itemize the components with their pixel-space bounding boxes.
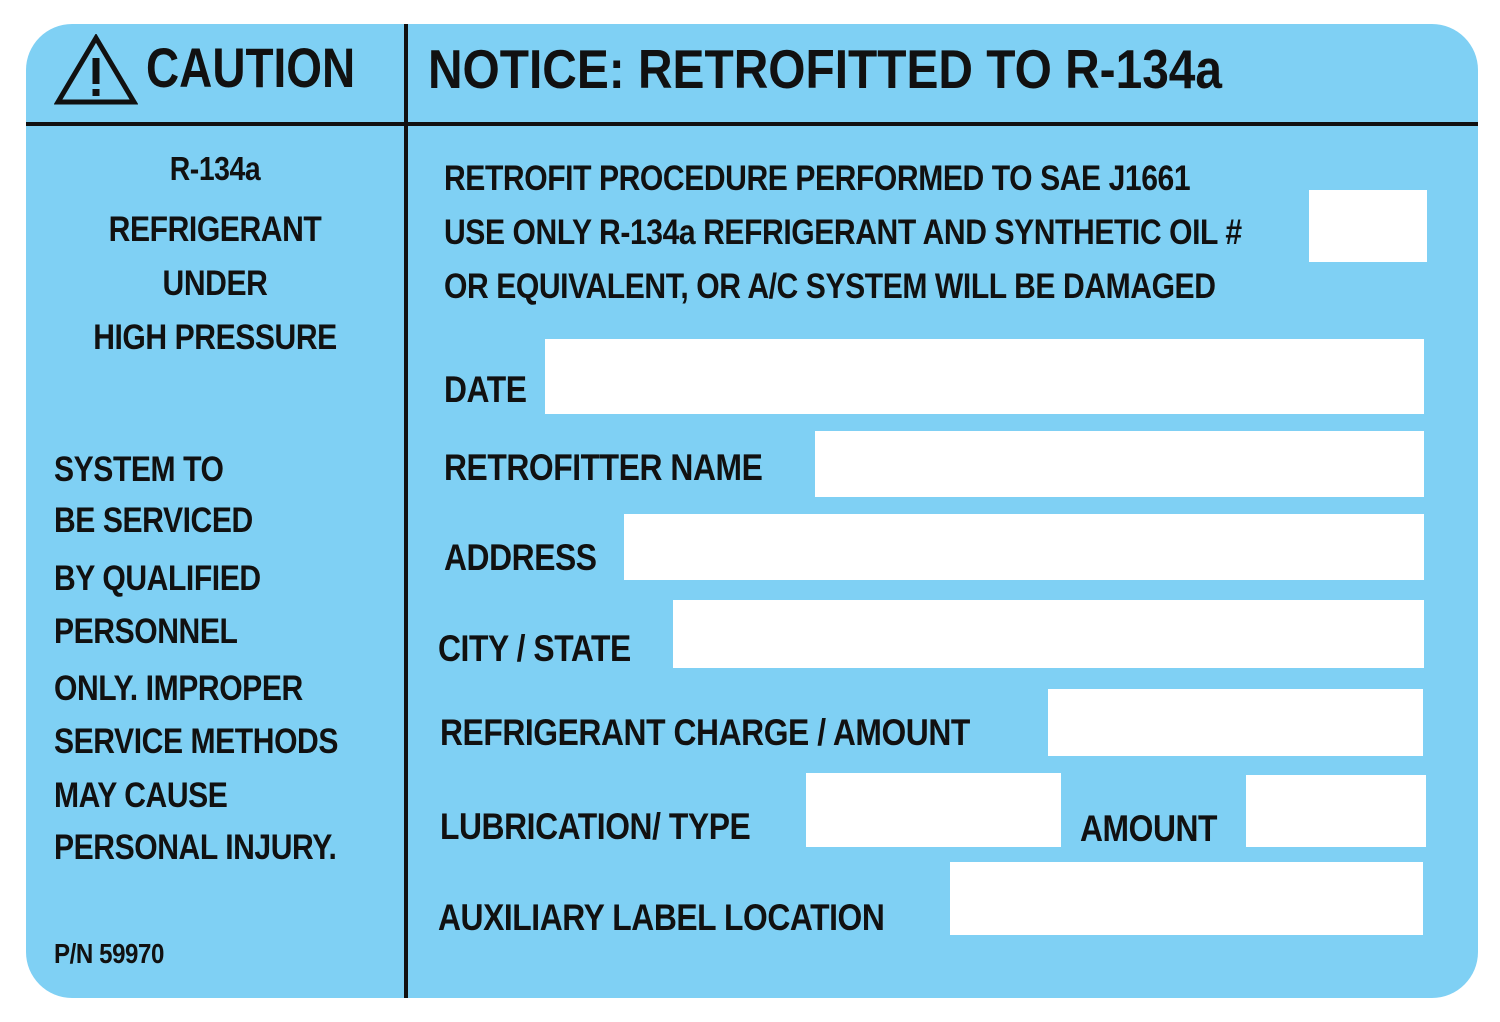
retrofitter-name-field[interactable] [815,431,1424,497]
amount-label: AMOUNT [1080,808,1218,849]
oil-number-field[interactable] [1309,190,1427,262]
service-line: ONLY. IMPROPER [54,669,303,708]
warning-line-high-pressure: HIGH PRESSURE [93,318,337,357]
city-state-field[interactable] [673,600,1424,668]
warning-triangle-icon [54,34,138,106]
service-line: BY QUALIFIED [54,559,261,598]
date-field[interactable] [545,339,1424,414]
service-line: SYSTEM TO [54,450,224,489]
service-line: SERVICE METHODS [54,722,339,761]
aux-label-location-label: AUXILIARY LABEL LOCATION [438,897,885,938]
header-divider [26,122,1478,126]
date-label: DATE [444,369,527,410]
lubrication-type-field[interactable] [806,773,1061,847]
part-number: P/N 59970 [54,938,164,969]
service-line: PERSONAL INJURY. [54,828,337,867]
notice-heading: NOTICE: RETROFITTED TO R-134a [428,38,1223,100]
address-label: ADDRESS [444,537,597,578]
service-line: BE SERVICED [54,501,253,540]
procedure-line-sae: RETROFIT PROCEDURE PERFORMED TO SAE J1661 [444,159,1191,198]
warning-line-under: UNDER [162,264,268,303]
service-line: MAY CAUSE [54,776,228,815]
lubrication-amount-field[interactable] [1246,775,1426,847]
caution-heading: CAUTION [146,36,356,99]
warning-line-refrigerant: REFRIGERANT [108,210,322,249]
retrofitter-name-label: RETROFITTER NAME [444,447,763,488]
procedure-line-warning: OR EQUIVALENT, OR A/C SYSTEM WILL BE DAMAGED [444,267,1216,306]
address-field[interactable] [624,514,1424,580]
warning-line-refrigerant-type: R-134a [169,150,261,187]
city-state-label: CITY / STATE [438,628,631,669]
lubrication-type-label: LUBRICATION/ TYPE [440,806,751,847]
retrofit-label [26,24,1478,998]
aux-label-location-field[interactable] [950,862,1423,935]
refrigerant-charge-label: REFRIGERANT CHARGE / AMOUNT [440,712,970,753]
service-line: PERSONNEL [54,612,238,651]
refrigerant-charge-field[interactable] [1048,689,1423,756]
column-divider [404,24,408,998]
procedure-line-oil: USE ONLY R-134a REFRIGERANT AND SYNTHETIC OIL # [444,213,1242,252]
